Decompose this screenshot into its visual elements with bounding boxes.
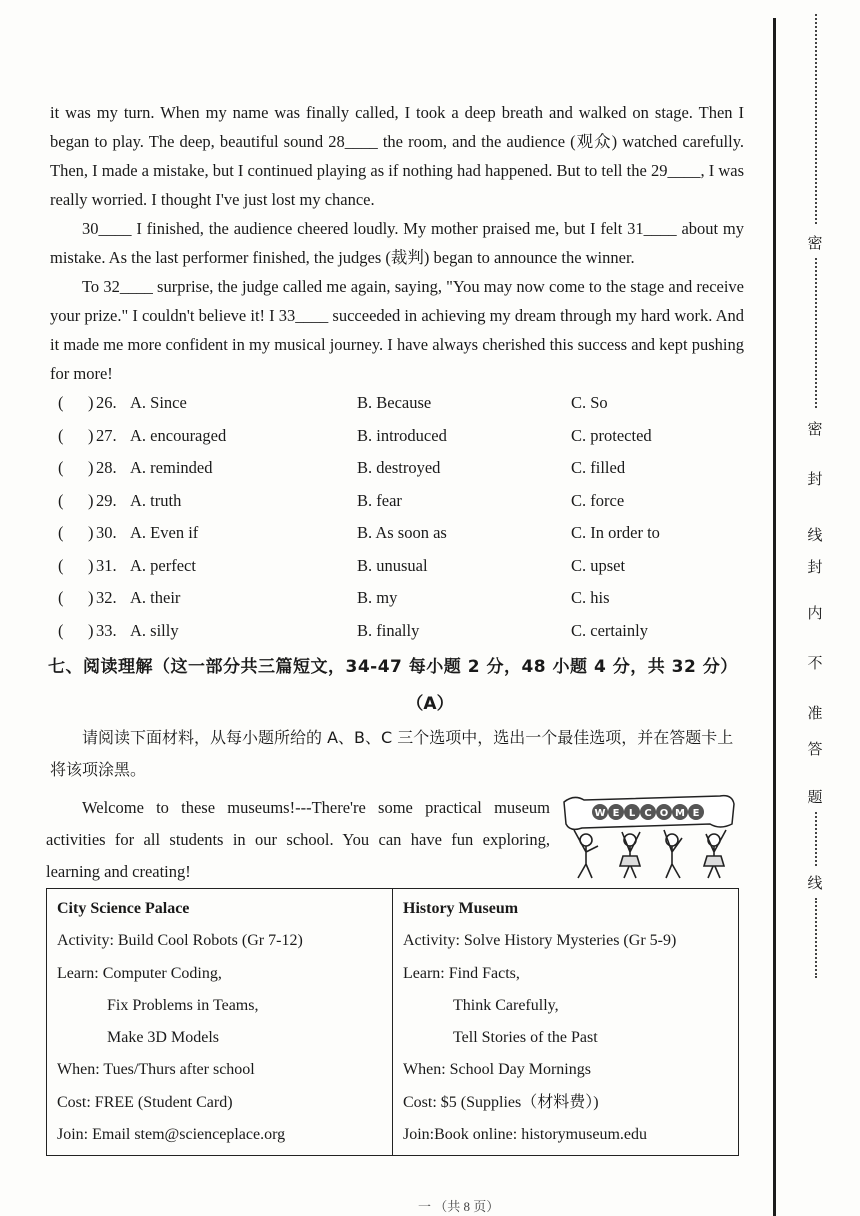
option-c: C. So: [571, 393, 608, 412]
museum-when: When: Tues/Thurs after school: [57, 1061, 255, 1079]
museum-learn: Learn: Computer Coding,: [57, 964, 222, 982]
banner-letter: E: [692, 808, 700, 819]
children-figures: [574, 830, 726, 878]
banner-letter: L: [628, 808, 636, 819]
answer-paren[interactable]: (: [58, 555, 64, 575]
question-row: [50, 618, 750, 651]
binding-line: [773, 18, 776, 1216]
answer-paren-close: ): [88, 425, 94, 445]
question-row: [50, 553, 750, 586]
question-number: 31.: [96, 555, 117, 575]
welcome-banner-illustration: [560, 790, 738, 882]
option-a: A. perfect: [130, 555, 196, 575]
question-row: [50, 390, 750, 423]
option-b: B. fear: [357, 490, 402, 510]
museum-learn-item: Tell Stories of the Past: [453, 1029, 598, 1047]
seal-char: 线: [807, 526, 823, 544]
banner-letter: W: [594, 808, 606, 819]
museum-activity: Activity: Build Cool Robots (Gr 7-12): [57, 932, 303, 950]
seal-char: 准: [807, 704, 823, 722]
seal-char: 封: [807, 558, 823, 576]
seal-char: 封: [807, 470, 823, 488]
question-number: 28.: [96, 458, 117, 477]
answer-paren[interactable]: (: [58, 458, 64, 477]
seal-char: 密: [807, 234, 823, 252]
passage: [50, 98, 744, 388]
option-b: B. my: [357, 588, 398, 607]
answer-paren-close: ): [88, 620, 94, 640]
museum-name: History Museum: [403, 900, 519, 917]
answer-paren[interactable]: (: [58, 425, 64, 445]
museum-cost: Cost: FREE (Student Card): [57, 1093, 233, 1111]
cloze-options: [50, 390, 750, 650]
option-b: B. unusual: [357, 555, 428, 575]
question-row: [50, 585, 750, 618]
museum-join: Join:Book online: historymuseum.edu: [403, 1126, 647, 1144]
banner-letter: M: [675, 808, 685, 819]
museum-table: [46, 888, 739, 1156]
option-b: B. destroyed: [357, 458, 441, 477]
museum-cost: Cost: $5 (Supplies（材料费）): [403, 1093, 599, 1111]
passage-paragraph-2: 30____ I finished, the audience cheered loudly. My mother praised me, but I felt 31____ about my mistake. As the last performer finished, the judges (裁判) began to announce the winner.: [50, 219, 744, 267]
question-number: 26.: [96, 393, 117, 412]
answer-paren[interactable]: (: [58, 588, 64, 607]
question-row: [50, 423, 750, 456]
museum-learn: Learn: Find Facts,: [403, 964, 520, 982]
option-b: B. As soon as: [357, 523, 447, 542]
option-c: C. protected: [571, 425, 652, 445]
museum-learn-item: Think Carefully,: [453, 996, 559, 1014]
seal-dotted-line: [815, 812, 817, 866]
question-number: 27.: [96, 425, 117, 445]
answer-paren-close: ): [88, 393, 94, 412]
option-c: C. certainly: [571, 620, 648, 640]
museum-activity: Activity: Solve History Mysteries (Gr 5-9): [403, 932, 677, 950]
seal-dotted-line: [815, 14, 817, 224]
section-subtitle: （A）: [406, 694, 454, 714]
seal-char: 线: [807, 874, 823, 892]
option-c: C. upset: [571, 555, 626, 575]
question-number: 30.: [96, 523, 117, 542]
section-instruction: 请阅读下面材料，从每小题所给的 A、B、C 三个选项中，选出一个最佳选项，并在答题卡上将该项涂黑。: [50, 728, 734, 779]
museum-column-history: [392, 889, 738, 1155]
seal-dotted-line: [815, 258, 817, 408]
option-c: C. In order to: [571, 523, 660, 542]
seal-char: 密: [807, 420, 823, 438]
seal-char: 不: [807, 654, 823, 672]
banner-letter: O: [659, 808, 669, 819]
option-a: A. Since: [130, 393, 187, 412]
question-number: 32.: [96, 588, 117, 607]
museum-learn-item: Fix Problems in Teams,: [107, 996, 259, 1014]
answer-paren-close: ): [88, 458, 94, 477]
seal-dotted-line: [815, 898, 817, 978]
question-number: 33.: [96, 620, 117, 640]
museum-column-science: [47, 889, 392, 1155]
option-a: A. silly: [130, 620, 179, 640]
welcome-text: Welcome to these museums!---There're some practical museum activities for all students in our school. You can have fun exploring, learning and creating!: [46, 798, 550, 881]
seal-char: 内: [807, 604, 823, 622]
question-row: [50, 488, 750, 521]
seal-char: 答: [807, 740, 823, 758]
option-a: A. truth: [130, 490, 182, 510]
question-row: [50, 520, 750, 553]
option-c: C. filled: [571, 458, 626, 477]
option-b: B. Because: [357, 393, 432, 412]
seal-char: 题: [807, 788, 823, 806]
passage-paragraph-3: To 32____ surprise, the judge called me again, saying, "You may now come to the stage and receive your prize." I couldn't believe it! I 33____ succeeded in achieving my dream through my hard work. And it made me more confident in my musical journey. I have always cherished this success and kept pushing for more!: [50, 277, 744, 383]
page-footer: 一 （共 8 页）: [418, 1199, 500, 1214]
museum-when: When: School Day Mornings: [403, 1061, 591, 1079]
question-row: [50, 455, 750, 488]
answer-paren-close: ): [88, 588, 94, 607]
option-c: C. force: [571, 490, 625, 510]
welcome-intro: [46, 792, 550, 888]
museum-learn-item: Make 3D Models: [107, 1029, 219, 1047]
answer-paren-close: ): [88, 523, 94, 542]
option-c: C. his: [571, 588, 610, 607]
banner-letter: E: [612, 808, 620, 819]
option-b: B. finally: [357, 620, 420, 640]
answer-paren-close: ): [88, 555, 94, 575]
banner-letter: C: [644, 808, 652, 819]
option-a: A. reminded: [130, 458, 213, 477]
museum-name: City Science Palace: [57, 900, 190, 917]
option-b: B. introduced: [357, 425, 447, 445]
section-title: 七、阅读理解（这一部分共三篇短文，34-47 每小题 2 分，48 小题 4 分，共 32 分）: [48, 657, 738, 677]
option-a: A. Even if: [130, 523, 199, 542]
answer-paren[interactable]: (: [58, 620, 64, 640]
passage-paragraph-1: it was my turn. When my name was finally called, I took a deep breath and walked on stage. Then I began to play. The deep, beautiful sound 28____ the room, and the audience (观众) watched carefully. Then, I made a mistake, but I continued playing as if nothing had happened. But to tell the 29____, I was really worried. I thought I've just lost my chance.: [50, 103, 744, 209]
answer-paren[interactable]: (: [58, 393, 64, 412]
answer-paren[interactable]: (: [58, 490, 64, 510]
answer-paren[interactable]: (: [58, 523, 64, 542]
answer-paren-close: ): [88, 490, 94, 510]
option-a: A. encouraged: [130, 425, 227, 445]
question-number: 29.: [96, 490, 117, 510]
museum-join: Join: Email stem@scienceplace.org: [57, 1126, 286, 1144]
option-a: A. their: [130, 588, 181, 607]
